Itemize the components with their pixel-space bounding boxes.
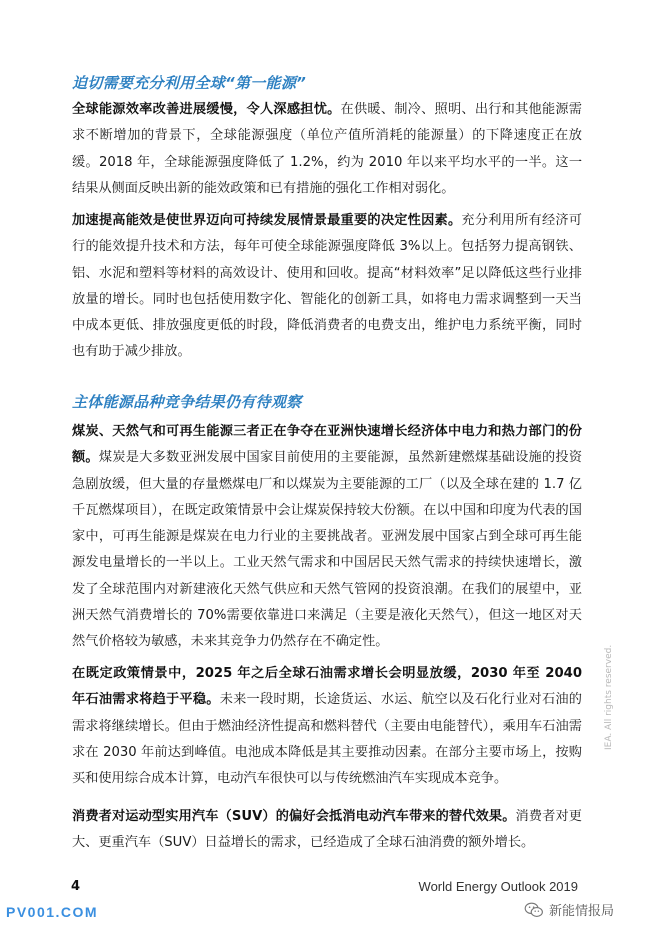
paragraph-text: 未来一段时期，长途货运、水运、航空以及石化行业对石油的需求将继续增长。但由于燃油经济性提高和燃料替代（主要由电能替代），乘用车石油需求在 2030 年前达到峰值。电池成本降低是其主要推动因素。在部分主要市场上，按购买和使用综合成本计算，电动汽车很快可以与传统燃油汽车实现成本竞争。 xyxy=(72,692,582,787)
paragraph-text: 消费者对更大、更重汽车（SUV）日益增长的需求，已经造成了全球石油消费的额外增长。 xyxy=(72,809,582,851)
rights-notice: IEA. All rights reserved. xyxy=(604,644,614,750)
wechat-account-name: 新能情报局 xyxy=(548,904,614,919)
wechat-icon xyxy=(524,902,544,918)
watermark: PV001.COM xyxy=(6,904,99,920)
paragraph xyxy=(72,97,582,202)
publication-title: World Energy Outlook 2019 xyxy=(418,879,578,894)
paragraph-text: 充分利用所有经济可行的能效提升技术和方法，每年可使全球能源强度降低 3%以上。包括努力提高钢铁、铝、水泥和塑料等材料的高效设计、使用和回收。提高“材料效率”足以降低这些行业排放量的增长。同时也包括使用数字化、智能化的创新工具，如将电力需求调整到一天当中成本更低、排放强度更低的时段，降低消费者的电费支出，维护电力系统平衡，同时也有助于减少排放。 xyxy=(72,213,582,360)
paragraph-lead: 煤炭、天然气和可再生能源三者正在争夺在亚洲快速增长经济体中电力和热力部门的份额。 xyxy=(72,424,582,466)
paragraph-lead: 全球能源效率改善进展缓慢，令人深感担忧。 xyxy=(72,102,341,117)
paragraph-lead: 加速提高能效是使世界迈向可持续发展情景最重要的决定性因素。 xyxy=(72,213,462,228)
section-heading: 主体能源品种竞争结果仍有待观察 xyxy=(72,393,302,411)
paragraph xyxy=(72,661,582,792)
paragraph xyxy=(72,208,582,366)
wechat-account xyxy=(524,900,614,919)
paragraph-text: 在供暖、制冷、照明、出行和其他能源需求不断增加的背景下，全球能源强度（单位产值所消耗的能源量）的下降速度正在放缓。2018 年，全球能源强度降低了 1.2%，约为 2010 年以来平均水平的一半。这一结果从侧面反映出新的能效政策和已有措施的强化工作相对弱化。 xyxy=(72,102,582,196)
paragraph xyxy=(72,804,582,857)
paragraph-text: 煤炭是大多数亚洲发展中国家目前使用的主要能源，虽然新建燃煤基础设施的投资急剧放缓，但大量的存量燃煤电厂和以煤炭为主要能源的工厂（以及全球在建的 1.7 亿千瓦燃煤项目），在既定政策情景中会让煤炭保持较大份额。在以中国和印度为代表的国家中，可再生能源是煤炭在电力行业的主要挑战者。亚洲发展中国家占到全球可再生能源发电量增长的一半以上。工业天然气需求和中国居民天然气需求的持续快速增长，激发了全球范围内对新建液化天然气供应和天然气管网的投资浪潮。在我们的展望中，亚洲天然气消费增长的 70%需要依靠进口来满足（主要是液化天然气），但这一地区对天然气价格较为敏感，未来其竞争力仍然存在不确定性。 xyxy=(72,450,583,650)
section-heading: 迫切需要充分利用全球“第一能源” xyxy=(72,74,307,92)
paragraph-lead: 在既定政策情景中，2025 年之后全球石油需求增长会明显放缓，2030 年至 2040 年石油需求将趋于平稳。 xyxy=(72,666,582,708)
page-number: 4 xyxy=(71,879,81,894)
paragraph xyxy=(72,419,582,656)
paragraph-lead: 消费者对运动型实用汽车（SUV）的偏好会抵消电动汽车带来的替代效果。 xyxy=(72,809,516,824)
